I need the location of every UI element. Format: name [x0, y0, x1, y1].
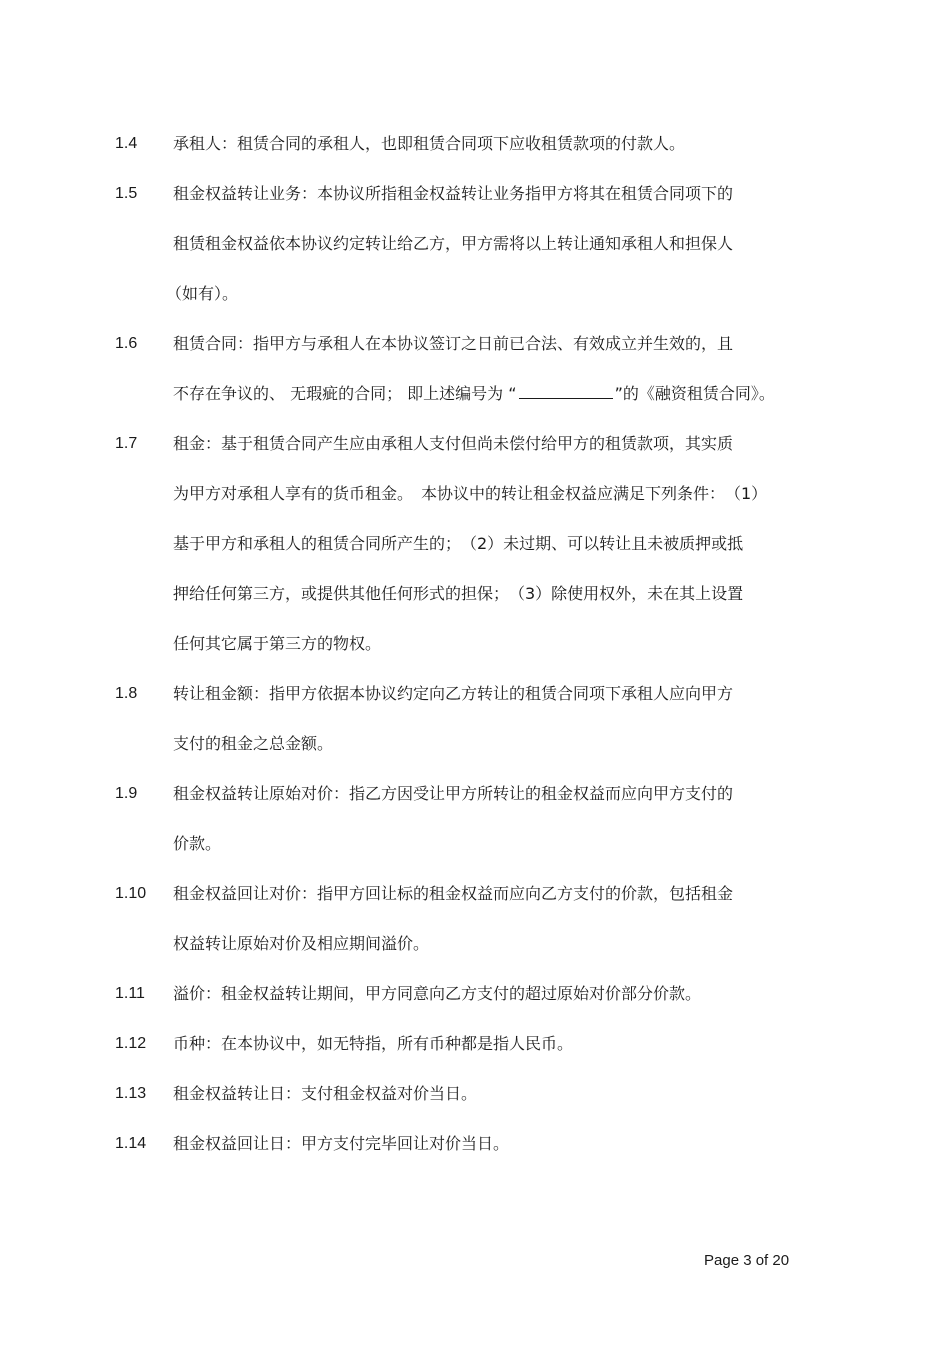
clause-text-line: 承租人：租赁合同的承租人，也即租赁合同项下应收租赁款项的付款人。: [173, 134, 686, 153]
clause-text-line: 转让租金额：指甲方依据本协议约定向乙方转让的租赁合同项下承租人应向甲方: [173, 684, 734, 703]
clause-text-line: 租金：基于租赁合同产生应由承租人支付但尚未偿付给甲方的租赁款项，其实质: [173, 434, 734, 453]
clause-text-line: 租赁租金权益依本协议约定转让给乙方，甲方需将以上转让通知承租人和担保人: [173, 234, 734, 253]
clause-text-line: 押给任何第三方，或提供其他任何形式的担保； （3）除使用权外，未在其上设置: [173, 584, 744, 603]
contract-number-blank: [519, 384, 613, 399]
clause-text-line: 为甲方对承租人享有的货币租金。 本协议中的转让租金权益应满足下列条件： （1）: [173, 484, 768, 503]
clause-number: 1.11: [115, 985, 145, 1002]
page-number-footer: Page 3 of 20: [704, 1252, 790, 1269]
clause-text-suffix: ”的《融资租赁合同》。: [614, 384, 775, 403]
clause-text-line: 租金权益回让日：甲方支付完毕回让对价当日。: [173, 1134, 510, 1153]
clause-text-line: 租金权益转让日：支付租金权益对价当日。: [173, 1084, 478, 1103]
clause-text-line: [173, 382, 775, 406]
clause-text-line: 租赁合同：指甲方与承租人在本协议签订之日前已合法、有效成立并生效的，且: [173, 334, 734, 353]
clause-text-line: 支付的租金之总金额。: [173, 734, 334, 753]
clause-text-line: 溢价：租金权益转让期间，甲方同意向乙方支付的超过原始对价部分价款。: [173, 984, 702, 1003]
clause-number: 1.10: [115, 885, 147, 902]
clause-text-line: 租金权益回让对价：指甲方回让标的租金权益而应向乙方支付的价款，包括租金: [173, 884, 734, 903]
clause-text-line: 币种：在本协议中，如无特指，所有币种都是指人民币。: [173, 1034, 574, 1053]
clause-text-line: 价款。: [173, 834, 222, 853]
clause-text-line: 租金权益转让业务：本协议所指租金权益转让业务指甲方将其在租赁合同项下的: [173, 184, 734, 203]
clause-number: 1.13: [115, 1085, 147, 1102]
clause-number: 1.5: [115, 185, 138, 202]
clause-number: 1.8: [115, 685, 138, 702]
clause-text-line: 租金权益转让原始对价：指乙方因受让甲方所转让的租金权益而应向甲方支付的: [173, 784, 734, 803]
clause-text-line: （如有）。: [166, 284, 239, 303]
clause-number: 1.14: [115, 1135, 147, 1152]
clause-text-line: 权益转让原始对价及相应期间溢价。: [173, 934, 430, 953]
clause-number: 1.9: [115, 785, 138, 802]
clause-number: 1.6: [115, 335, 138, 352]
clause-number: 1.7: [115, 435, 138, 452]
clause-text-line: 任何其它属于第三方的物权。: [173, 634, 382, 653]
clause-number: 1.12: [115, 1035, 147, 1052]
clause-text-prefix: 不存在争议的、 无瑕疵的合同； 即上述编号为 “: [173, 384, 517, 403]
clause-number: 1.4: [115, 135, 138, 152]
clause-text-line: 基于甲方和承租人的租赁合同所产生的； （2）未过期、可以转让且未被质押或抵: [173, 534, 744, 553]
